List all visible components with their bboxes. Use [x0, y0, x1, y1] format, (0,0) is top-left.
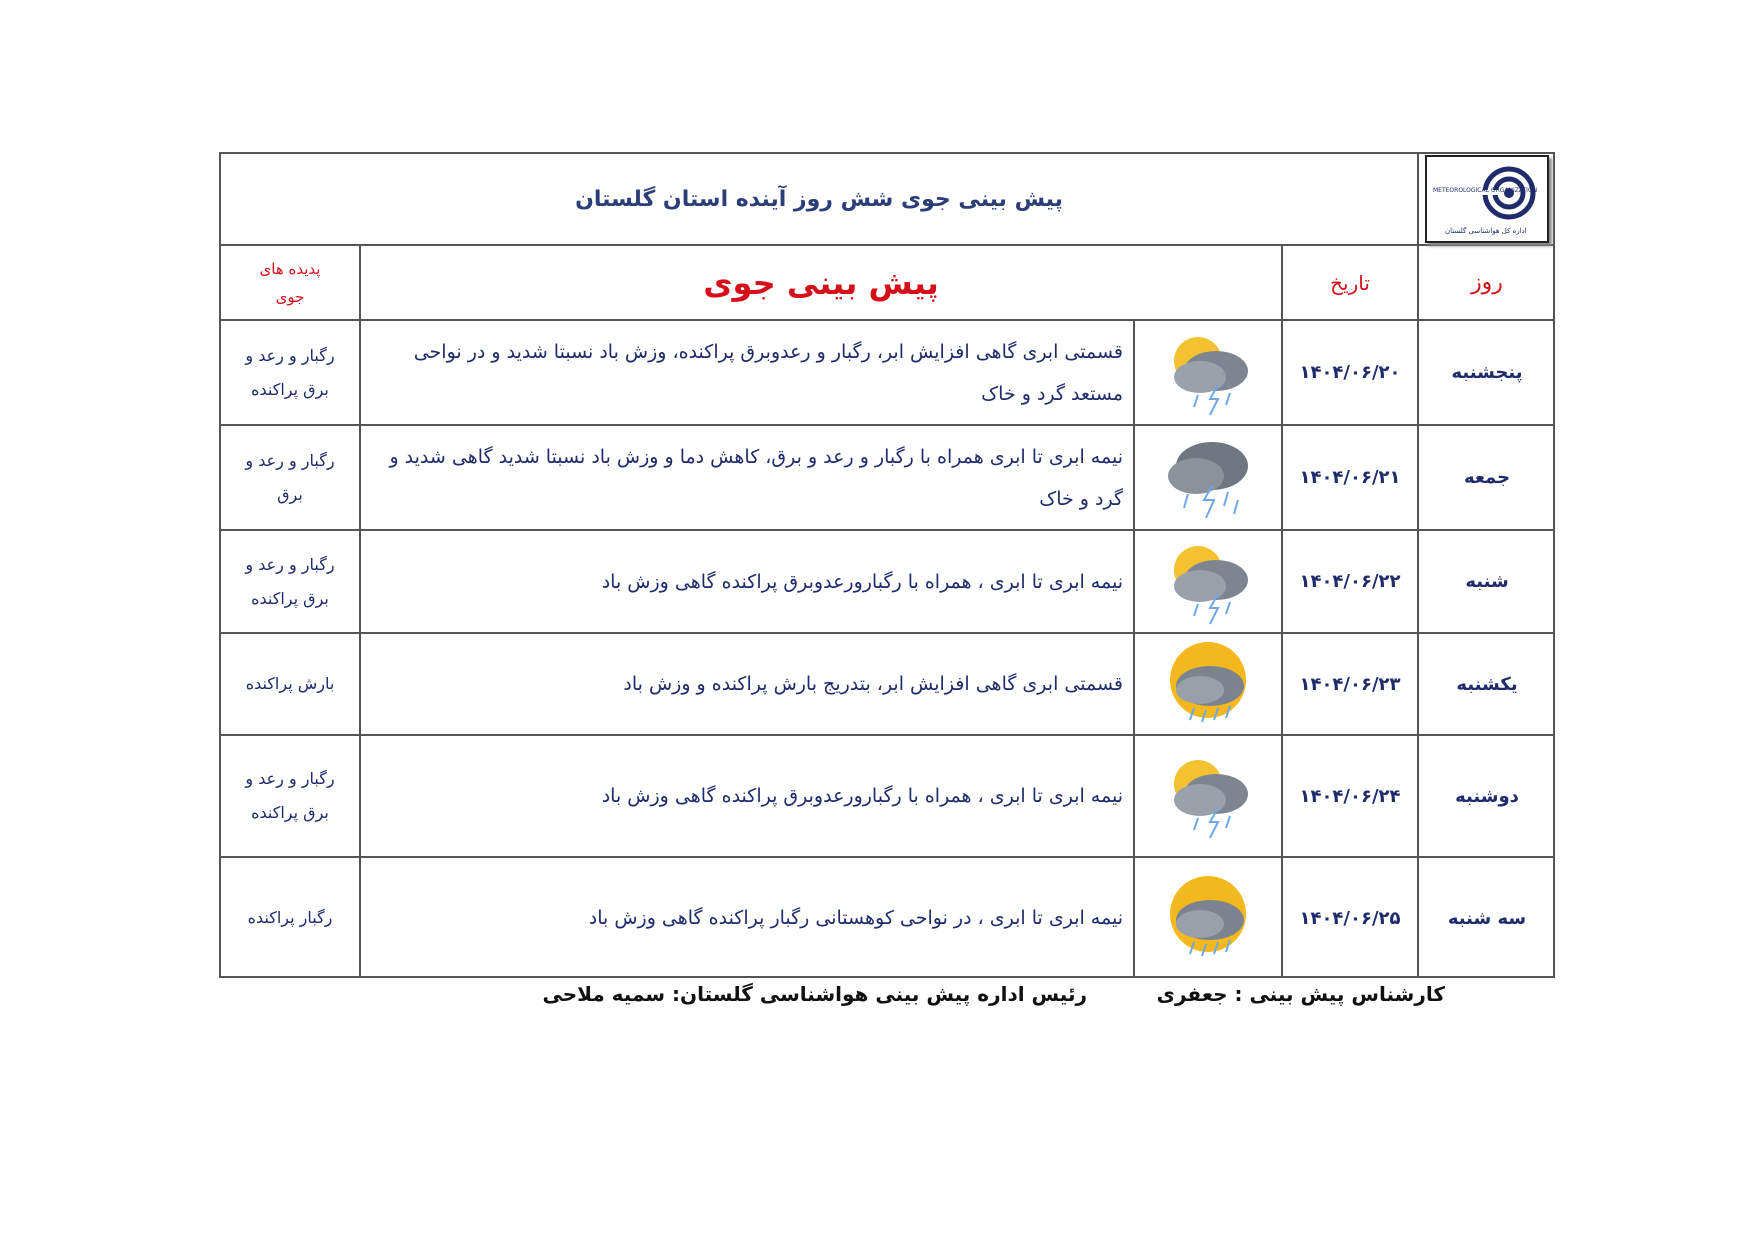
department-head-signature: رئیس اداره پیش بینی هواشناسی گلستان: سمیه ملاحی [542, 982, 1087, 1006]
row-day-cell [1419, 531, 1555, 632]
row-desc-cell [361, 321, 1133, 424]
cloud-thunderstorm-rain-icon [1160, 430, 1256, 526]
sun-cloud-rain-icon [1160, 636, 1256, 732]
page-title-cell [221, 154, 1417, 244]
row-date: ۱۴۰۴/۰۶/۲۱ [1299, 467, 1401, 488]
row-hazard: رگبار و رعد و برق پراکنده [245, 345, 335, 399]
row-hazard: رگبار و رعد و برق پراکنده [245, 769, 335, 822]
row-hazard-cell [221, 426, 359, 529]
header-date-cell [1283, 246, 1417, 319]
forecast-table [219, 152, 1555, 978]
row-day-cell [1419, 321, 1555, 424]
row-hazard-cell [221, 531, 359, 632]
row-desc: قسمتی ابری گاهی افزایش ابر، رگبار و رعدوبرق پراکنده، وزش باد نسبتا شدید و در نواحی مستعد گرد و خاک [413, 340, 1123, 405]
row-day: پنجشنبه [1451, 362, 1523, 383]
row-date: ۱۴۰۴/۰۶/۲۴ [1299, 785, 1401, 807]
row-day-cell [1419, 634, 1555, 734]
header-hazards-cell [221, 246, 359, 319]
row-desc-cell [361, 531, 1133, 632]
row-day: شنبه [1465, 571, 1509, 592]
logo-cell [1419, 154, 1555, 244]
header-day-cell [1419, 246, 1555, 319]
row-date-cell [1283, 426, 1417, 529]
page-title: پیش بینی جوی شش روز آینده استان گلستان [575, 186, 1063, 212]
row-day-cell [1419, 426, 1555, 529]
header-date: تاریخ [1330, 270, 1370, 295]
row-desc-cell [361, 634, 1133, 734]
sun-cloud-thunderstorm-icon [1160, 325, 1256, 421]
row-hazard-cell [221, 634, 359, 734]
row-hazard: بارش پراکنده [245, 674, 335, 693]
sun-cloud-thunderstorm-icon [1160, 534, 1256, 630]
logo-caption: اداره کل هواشناسی گلستان [1445, 227, 1527, 235]
row-day-cell [1419, 858, 1555, 978]
row-hazard-cell [221, 736, 359, 856]
meteorological-organization-logo [1425, 155, 1549, 243]
row-icon-cell [1135, 736, 1281, 856]
header-forecast-cell [361, 246, 1281, 319]
row-day: سه شنبه [1447, 907, 1527, 929]
logo-org-name: METEOROLOGICAL ORGANIZATION [1433, 187, 1538, 194]
row-day: یکشنبه [1456, 673, 1518, 695]
header-day: روز [1471, 270, 1503, 295]
row-desc: نیمه ابری تا ابری ، همراه با رگبارورعدوبرق پراکنده گاهی وزش باد [601, 570, 1123, 593]
row-icon-cell [1135, 634, 1281, 734]
row-hazard: رگبار پراکنده [247, 908, 333, 927]
row-desc: نیمه ابری تا ابری ، در نواحی کوهستانی رگبار پراکنده گاهی وزش باد [588, 907, 1123, 929]
row-hazard: رگبار و رعد و برق پراکنده [245, 554, 335, 608]
row-icon-cell [1135, 858, 1281, 978]
row-icon-cell [1135, 321, 1281, 424]
sun-cloud-rain-icon [1160, 870, 1256, 966]
row-date: ۱۴۰۴/۰۶/۲۲ [1299, 571, 1401, 592]
row-icon-cell [1135, 531, 1281, 632]
row-date-cell [1283, 321, 1417, 424]
row-desc: نیمه ابری تا ابری همراه با رگبار و رعد و برق، کاهش دما و وزش باد نسبتا شدید گاهی شدید و گرد و خاک [389, 445, 1123, 510]
row-desc-cell [361, 426, 1133, 529]
signature-footer [219, 982, 1555, 1022]
row-date-cell [1283, 736, 1417, 856]
row-date-cell [1283, 858, 1417, 978]
row-date: ۱۴۰۴/۰۶/۲۵ [1299, 907, 1401, 929]
row-day-cell [1419, 736, 1555, 856]
row-desc: قسمتی ابری گاهی افزایش ابر، بتدریج بارش پراکنده و وزش باد [623, 673, 1123, 695]
row-hazard-cell [221, 321, 359, 424]
row-date: ۱۴۰۴/۰۶/۲۳ [1299, 673, 1401, 695]
row-date-cell [1283, 531, 1417, 632]
row-desc-cell [361, 736, 1133, 856]
header-forecast: پیش بینی جوی [703, 263, 939, 302]
row-date-cell [1283, 634, 1417, 734]
sun-cloud-thunderstorm-icon [1160, 748, 1256, 844]
row-day: دوشنبه [1455, 785, 1519, 807]
row-desc-cell [361, 858, 1133, 978]
row-desc: نیمه ابری تا ابری ، همراه با رگبارورعدوبرق پراکنده گاهی وزش باد [601, 785, 1123, 807]
forecast-expert-signature: کارشناس پیش بینی : جعفری [1156, 982, 1445, 1006]
row-icon-cell [1135, 426, 1281, 529]
row-hazard: رگبار و رعد و برق [245, 450, 335, 504]
row-date: ۱۴۰۴/۰۶/۲۰ [1299, 362, 1401, 383]
row-day: جمعه [1463, 467, 1511, 488]
header-hazards: پدیده های جوی [259, 259, 321, 306]
row-hazard-cell [221, 858, 359, 978]
